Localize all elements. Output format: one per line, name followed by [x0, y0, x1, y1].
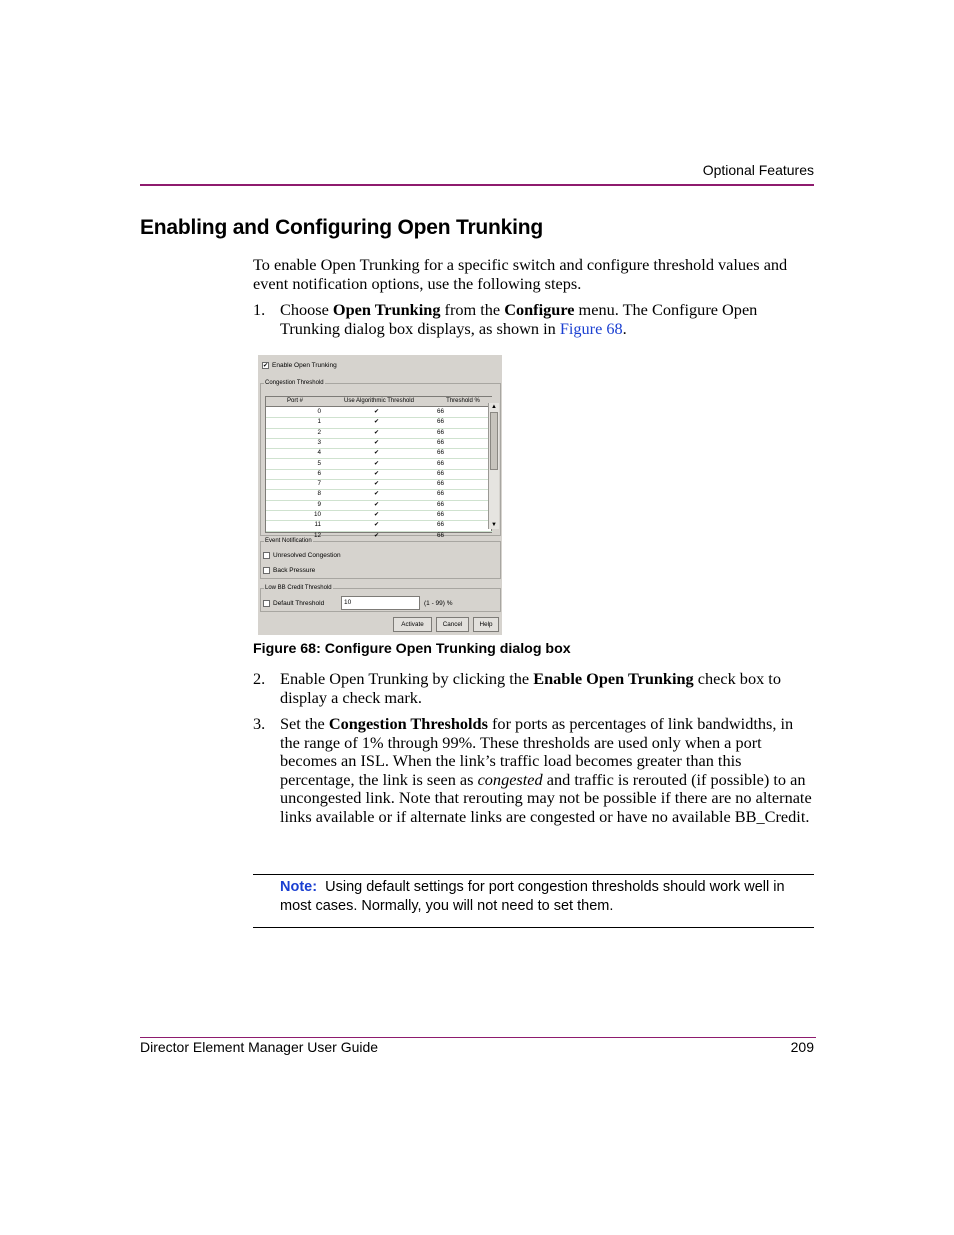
- port-number-cell: 5: [317, 459, 321, 467]
- port-number-cell: 0: [317, 408, 321, 415]
- threshold-percent-cell[interactable]: 66: [437, 521, 445, 529]
- step-text: from the: [440, 300, 505, 319]
- group-label: Event Notification: [265, 538, 312, 544]
- footer-rule: [140, 1037, 816, 1038]
- port-number-cell: 8: [317, 490, 321, 498]
- running-header: Optional Features: [702, 162, 814, 178]
- algorithmic-threshold-checkbox[interactable]: ✔: [374, 512, 380, 518]
- note-bottom-rule: [253, 927, 814, 928]
- activate-button[interactable]: Activate: [393, 617, 432, 632]
- emphasis-term: congested: [477, 769, 543, 789]
- step-number: 2.: [253, 669, 266, 688]
- group-label: Low BB Credit Threshold: [265, 585, 332, 591]
- column-header[interactable]: Threshold %: [446, 398, 480, 404]
- step-text: Enable Open Trunking by clicking the: [280, 669, 534, 688]
- threshold-percent-cell[interactable]: 66: [437, 511, 445, 518]
- threshold-percent-cell[interactable]: 66: [437, 459, 445, 467]
- algorithmic-threshold-checkbox[interactable]: ✔: [374, 491, 380, 498]
- section-title: Enabling and Configuring Open Trunking: [140, 216, 544, 239]
- algorithmic-threshold-checkbox[interactable]: ✔: [374, 470, 380, 477]
- column-header[interactable]: Use Algorithmic Threshold: [344, 398, 414, 404]
- threshold-input[interactable]: 10: [341, 596, 420, 610]
- threshold-percent-cell[interactable]: 66: [437, 500, 445, 508]
- configure-open-trunking-dialog: [258, 355, 502, 635]
- step-1: [253, 301, 815, 338]
- port-number-cell: 4: [317, 449, 321, 457]
- step-text: check box to display a check mark.: [280, 669, 781, 707]
- algorithmic-threshold-checkbox[interactable]: ✔: [374, 419, 380, 426]
- port-number-cell: 6: [317, 469, 321, 477]
- event-notification-group: [260, 538, 501, 579]
- default-threshold-checkbox[interactable]: [263, 600, 270, 607]
- port-number-cell: 12: [313, 531, 321, 539]
- port-number-cell: 10: [313, 511, 321, 518]
- back-pressure-label: Back Pressure: [273, 567, 316, 574]
- threshold-percent-cell[interactable]: 66: [437, 480, 445, 488]
- algorithmic-threshold-checkbox[interactable]: ✔: [374, 522, 380, 529]
- help-button[interactable]: Help: [473, 617, 499, 632]
- step-2: [253, 670, 815, 707]
- algorithmic-threshold-checkbox[interactable]: ✔: [374, 481, 380, 488]
- cancel-button[interactable]: Cancel: [436, 617, 469, 632]
- column-header[interactable]: Port #: [286, 398, 303, 404]
- threshold-percent-cell[interactable]: 66: [437, 490, 445, 498]
- threshold-percent-cell[interactable]: 66: [437, 408, 445, 415]
- port-number-cell: 2: [317, 428, 321, 436]
- enable-open-trunking-checkbox[interactable]: ✔: [263, 363, 269, 369]
- port-number-cell: 3: [317, 438, 321, 446]
- unresolved-congestion-checkbox[interactable]: [263, 552, 270, 559]
- algorithmic-threshold-checkbox[interactable]: ✔: [374, 409, 380, 415]
- unresolved-congestion-label: Unresolved Congestion: [273, 552, 341, 559]
- threshold-percent-cell[interactable]: 66: [437, 449, 445, 457]
- threshold-percent-cell[interactable]: 66: [437, 438, 445, 446]
- algorithmic-threshold-checkbox[interactable]: ✔: [374, 460, 380, 467]
- port-number-cell: 7: [317, 480, 321, 488]
- step-3: [253, 715, 815, 826]
- menu-item-name: Open Trunking: [332, 300, 441, 319]
- figure-link[interactable]: Figure 68: [559, 318, 623, 338]
- threshold-percent-cell[interactable]: 66: [437, 418, 445, 426]
- step-text: for ports as percentages of link bandwidths, in the range of 1% through 99%. These thresholds are used only when a port becomes an ISL. When the link’s traffic load becomes greater than this percentage, the link is seen as: [280, 714, 794, 789]
- figure-caption: Figure 68: Configure Open Trunking dialog box: [253, 641, 571, 657]
- table-header: [266, 397, 493, 407]
- scrollbar-thumb[interactable]: [490, 412, 498, 470]
- step-number: 3.: [253, 714, 266, 733]
- threshold-percent-cell[interactable]: 66: [437, 531, 445, 539]
- port-number-cell: 11: [314, 521, 321, 529]
- header-rule: [140, 184, 814, 186]
- note: [280, 878, 814, 916]
- default-threshold-label: Default Threshold: [273, 600, 325, 607]
- note-label: Note:: [280, 879, 318, 895]
- algorithmic-threshold-checkbox[interactable]: ✔: [374, 501, 380, 508]
- scroll-up-icon[interactable]: ▲: [491, 404, 497, 410]
- step-text: Set the: [280, 714, 329, 733]
- footer-title: Director Element Manager User Guide: [140, 1039, 379, 1055]
- threshold-percent-cell[interactable]: 66: [437, 428, 445, 436]
- table-scrollbar[interactable]: [488, 403, 499, 529]
- intro-paragraph: To enable Open Trunking for a specific switch and configure threshold values and event notification options, use the following steps.: [253, 255, 788, 293]
- setting-name: Congestion Thresholds: [328, 714, 488, 733]
- congestion-threshold-group: [260, 380, 501, 539]
- step-text: and traffic is rerouted (if possible) to an uncongested link. Note that rerouting may not be possible if there are no alternate links available or if alternate links are congested or have no available BB_Credit.: [280, 769, 812, 826]
- algorithmic-threshold-checkbox[interactable]: ✔: [374, 429, 380, 436]
- step-text: Choose: [280, 300, 333, 319]
- menu-name: Configure: [504, 300, 575, 319]
- low-bb-credit-group: [260, 585, 501, 612]
- threshold-percent-cell[interactable]: 66: [437, 469, 445, 477]
- algorithmic-threshold-checkbox[interactable]: ✔: [374, 450, 380, 457]
- step-text: menu. The Configure Open Trunking dialog box displays, as shown in: [280, 300, 758, 338]
- step-text: .: [622, 318, 627, 338]
- group-label: Congestion Threshold: [265, 380, 324, 386]
- algorithmic-threshold-checkbox[interactable]: ✔: [374, 439, 380, 446]
- threshold-table: [265, 396, 492, 539]
- algorithmic-threshold-checkbox[interactable]: ✔: [374, 532, 380, 539]
- step-number: 1.: [253, 300, 266, 319]
- page-number: 209: [790, 1039, 814, 1055]
- enable-open-trunking-label: Enable Open Trunking: [272, 362, 337, 369]
- scroll-down-icon[interactable]: ▼: [491, 522, 497, 528]
- port-number-cell: 9: [317, 500, 321, 508]
- note-text: Using default settings for port congestion thresholds should work well in most cases. Normally, you will not need to set them.: [280, 879, 785, 914]
- note-top-rule: [253, 874, 814, 875]
- port-number-cell: 1: [317, 418, 321, 426]
- checkbox-name: Enable Open Trunking: [533, 669, 694, 688]
- back-pressure-checkbox[interactable]: [263, 567, 270, 574]
- range-hint: (1 - 99) %: [424, 600, 453, 607]
